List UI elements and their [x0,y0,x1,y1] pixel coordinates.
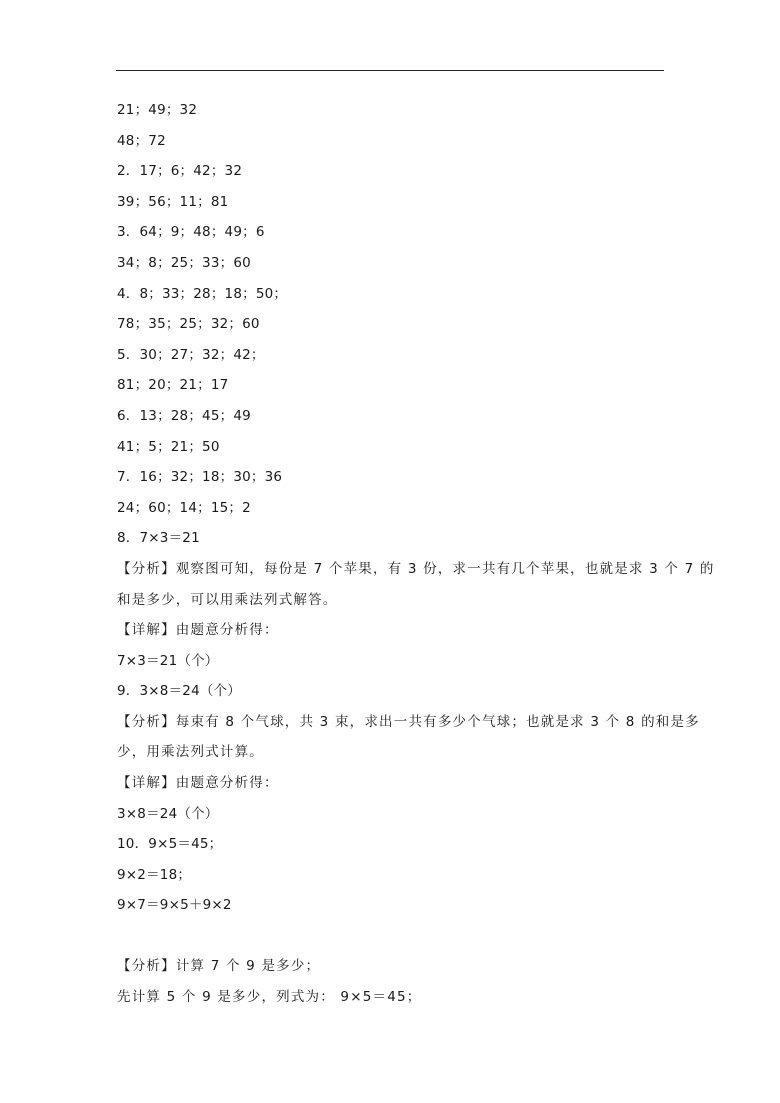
answer-line: 39；56；11；81 [117,193,229,210]
answer-line: 3．64；9；48；49；6 [117,224,265,241]
answer-line: 7×3＝21（个） [117,652,219,669]
answer-line: 48；72 [117,132,166,149]
answer-line: 9×7＝9×5＋9×2 [117,897,232,914]
answer-line: 10．9×5＝45； [117,836,223,853]
answer-line: 9．3×8＝24（个） [117,683,241,700]
answer-line: 81；20；21；17 [117,377,229,394]
answer-line: 24；60；14；15；2 [117,499,251,516]
answer-line: 9×2＝18； [117,866,192,883]
analysis-line: 【分析】观察图可知，每份是 7 个苹果，有 3 份，求一共有几个苹果，也就是求 3 个 7 的 [117,560,715,577]
answer-line: 41；5；21；50 [117,438,220,455]
blank-gap [117,921,677,951]
answer-line: 4．8；33；28；18；50； [117,285,288,302]
analysis-line: 【分析】每束有 8 个气球，共 3 束，求出一共有多少个气球；也就是求 3 个 8 的和是多 [117,713,700,730]
answer-line: 6．13；28；45；49 [117,407,251,424]
answer-line: 21；49；32 [117,102,198,118]
answer-line: 8．7×3＝21 [117,530,200,547]
header-rule [116,70,664,71]
answer-line: 34；8；25；33；60 [117,254,251,271]
analysis-line: 少，用乘法列式计算。 [117,744,264,761]
analysis-line: 【分析】计算 7 个 9 是多少； [117,958,321,975]
analysis-line: 先计算 5 个 9 是多少，列式为： 9×5＝45； [117,988,422,1005]
answer-line: 3×8＝24（个） [117,805,219,822]
detail-heading: 【详解】由题意分析得： [117,775,279,792]
detail-heading: 【详解】由题意分析得： [117,622,279,639]
analysis-line: 和是多少，可以用乘法列式解答。 [117,591,338,608]
answer-line: 78；35；25；32；60 [117,316,260,333]
answer-content [117,95,715,1012]
answer-line: 7．16；32；18；30；36 [117,469,283,486]
answer-line: 2．17；6；42；32 [117,163,243,180]
answer-line: 5．30；27；32；42； [117,346,265,363]
